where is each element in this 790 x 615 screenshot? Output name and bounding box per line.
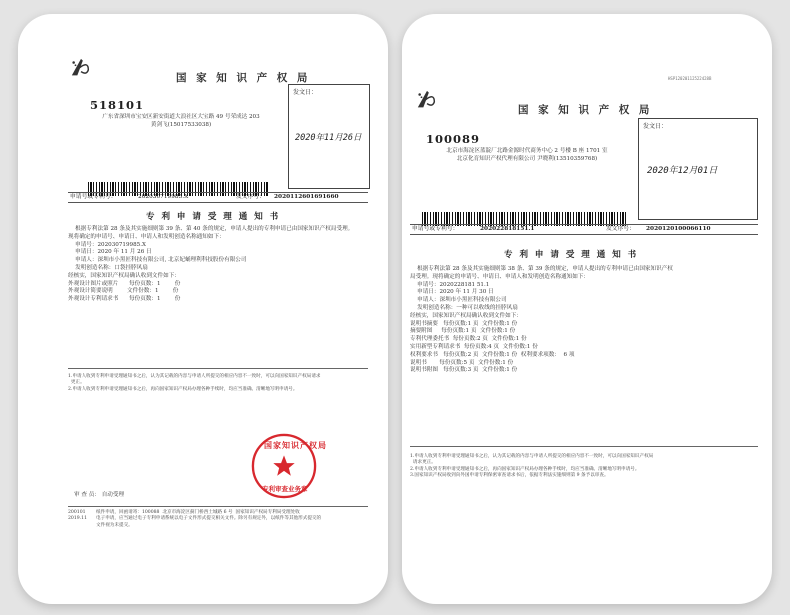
date-label: 发文日： [643,123,668,130]
notice-notes: 1.申请人收到专利申请受理通知书之后，认为其记载的内容与申请人所提交的相应内容不一致时，可以向国家知识产权局请求 更正。 2.申请人收到专利申请受理通知书之后，再向国家知识产权局办理各种手续时，均应当准确、清晰地写明申请号。 [68,374,321,392]
footer-divider [68,506,368,507]
divider [410,446,758,447]
document-number: 2020120100066110 [646,226,711,232]
notice-notes: 1.申请人收到专利申请受理通知书之后，认为其记载的内容与申请人所提交的相应内容不一致时，可以向国家知识产权局 请求更正。 2.申请人收到专利申请受理通知书之后，再向国家知识产权局办理各种手续时，均应当准确、清晰地写明申请号。 3.国家知识产权局收到向外国申请专利保密审查请求书后，依据专利法实施细则第 9 条予以审查。 [410,454,654,479]
divider [68,368,368,369]
date-label: 发文日： [293,89,318,96]
office-title: 国 家 知 识 产 权 局 [176,72,311,84]
office-title: 国 家 知 识 产 权 局 [518,104,653,116]
issue-date: 2020年12月01日 [647,166,718,176]
footer-text: 纸件申请，回函请寄：100088 北京市海淀区蓟门桥西土城路 6 号 国家知识产权局专利局受理处收 电子申请，应当通过电子专利申请系统以电子文件形式提交相关文件。除另有规定外，以纸件等其他形式提交的 文件视为未提交。 [96,510,322,528]
postal-code: 100089 [426,132,481,146]
application-number: 202030719985.X [138,194,189,200]
notice-body: 根据专利法第 28 条及其实施细则第 38 条、第 39 条的规定，申请人提出的专利申请已由国家知识产权 局受理。现将确定的申请号、申请日、申请人和发明创造名称通知如下： 申请号：2020228181 51.1 申请日：2020 年 11 月 30 日 申请人：深圳市小黑匠科技有限公司 发明创造名称：一种可以收线的挂脖风扇 经核实，国家知识产权局确认收到文件如下： 说明书摘要 每份页数:1 页 文件份数:1 份 摘要附图 每份页数:1 页 文件份数:1 份 专利代理委托书 每份页数:2 页 文件份数:1 份 实用新型专利请求书 每份页数:4 页 文件份数:1 份 权利要求书 每份页数:2 页 文件份数:1 份 权利要求项数： 6 项 说明书 每份页数:5 页 文件份数:1 份 说明书附图 每份页数:3 页 文件份数:1 份 [410,266,673,374]
tracking-code: HSP12020112522428B [668,76,712,81]
notice-card-right [402,14,772,604]
recipient-address: 广东省深圳市宝安区新安街道大浪社区大宝路 49 号荣成达 203 黄剑飞(15017533038) [102,114,260,128]
notice-title: 专 利 申 请 受 理 通 知 书 [146,212,281,222]
notice-title: 专 利 申 请 受 理 通 知 书 [504,250,639,260]
application-number-row: 申请号或专利号： 202022818151.1 发文序号： 2020120100066110 [410,224,758,235]
date-box [288,84,370,189]
application-number-row: 申请号或专利号： 202030719985.X 发文序号： 2020112601691660 [68,192,368,203]
notice-card-left [18,14,388,604]
seal-text-top: 国家知识产权局 [264,440,327,450]
date-box [638,118,758,220]
issue-date: 2020年11月26日 [295,133,362,143]
recipient-address: 北京市海淀区蓝靛厂北路金源时代商务中心 2 号楼 B 座 1701 室 北京化育知识产权代理有限公司 尹晓利(13510359768) [446,148,608,162]
examiner-line: 审 查 员： 自动受理 [74,492,125,498]
application-number: 202022818151.1 [480,226,535,232]
cnipa-logo-icon [70,56,92,80]
document-number: 2020112601691660 [274,194,339,200]
notice-body: 根据专利法第 28 条及其实施细则第 39 条、第 40 条的规定，申请人提出的专利申请已由国家知识产权局受理。 现将确定的申请号、申请日、申请人和发明创造名称通知如下： 申请号：202030719985.X 申请日：2020 年 11 月 26 日 申请人：深圳市小黑匠科技有限公司, 北京妃蛹理利科技股份有限公司 发明创造名称：口袋挂脖风扇 经核实，国家知识产权局确认收到文件如下： 外观设计图片或照片 每份页数：1 份 外观设计简要说明 文件份数：1 份 外观设计专利请求书 每份页数：1 份 [68,226,354,303]
seal-text-bottom: 专利审查业务章 [262,485,308,493]
cnipa-logo-icon [416,88,438,112]
postal-code: 518101 [90,98,145,112]
form-code: 200101 2019.11 [68,510,87,522]
